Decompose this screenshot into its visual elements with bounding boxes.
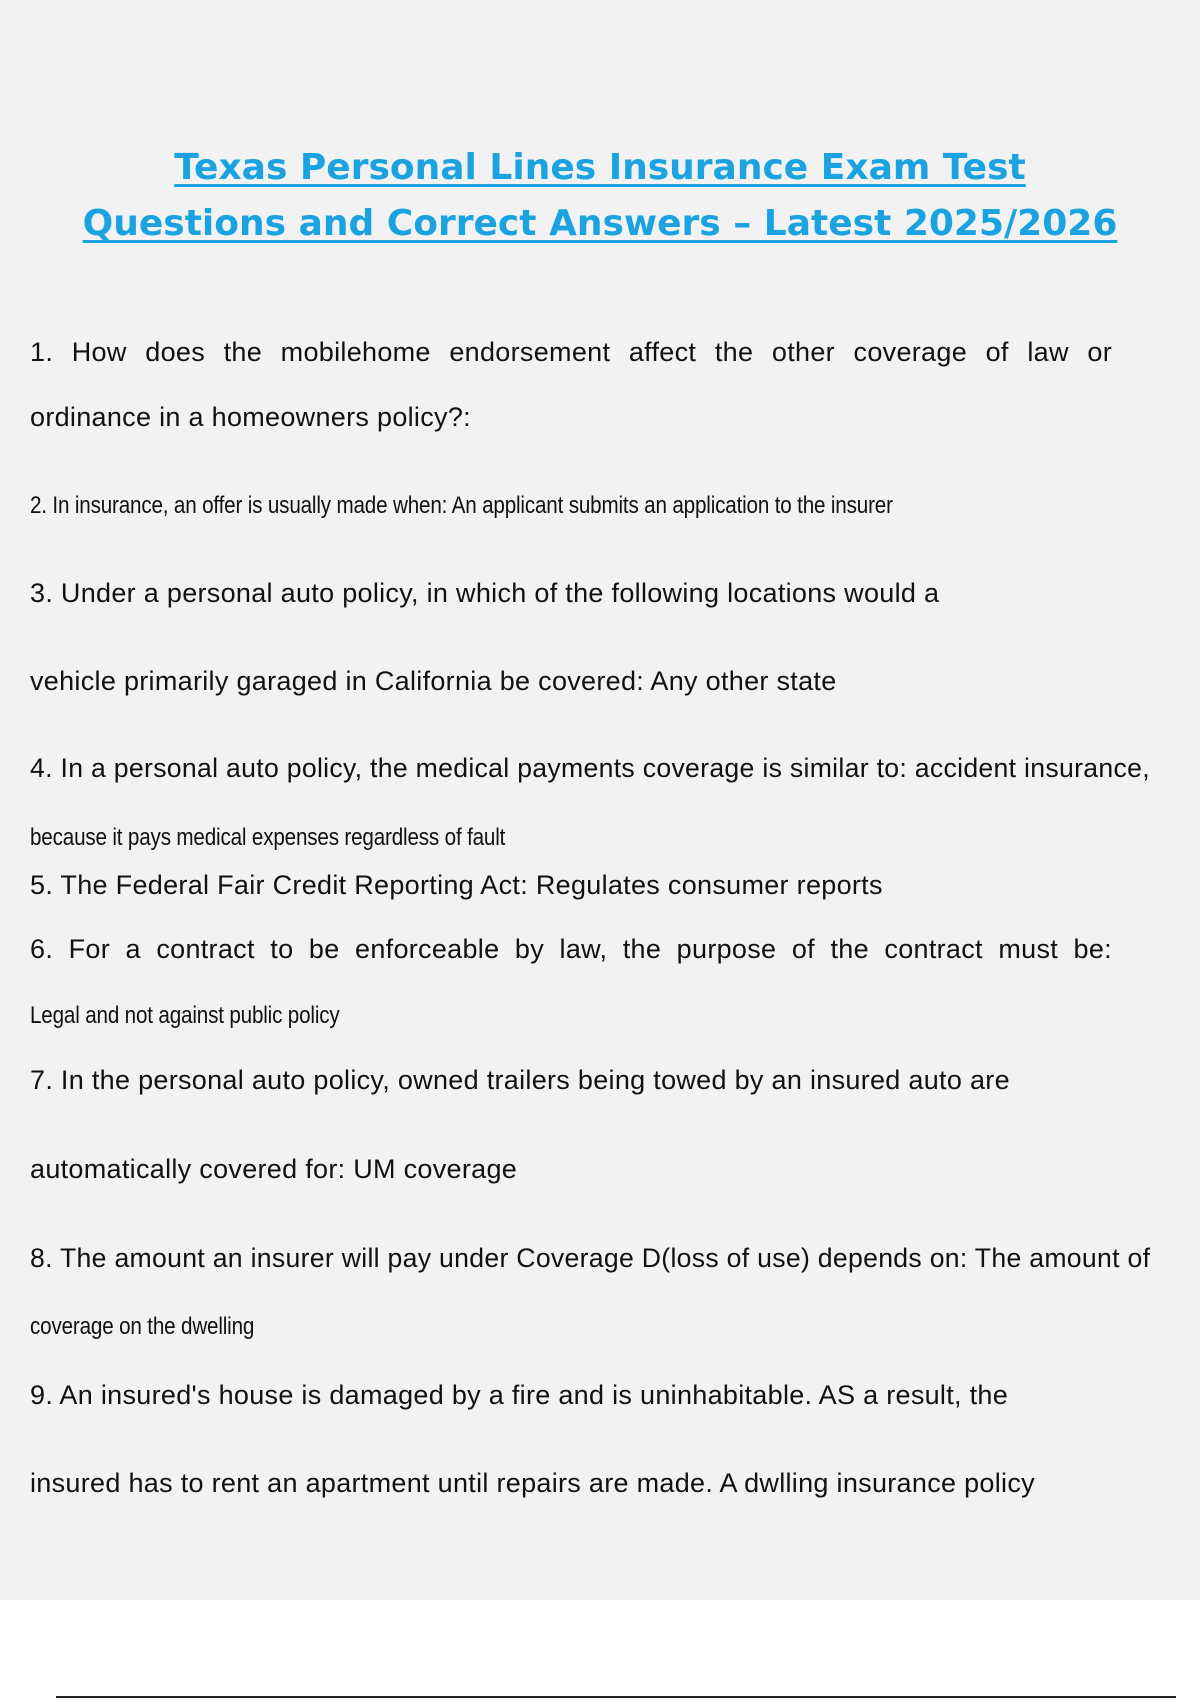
question-3-line-2: vehicle primarily garaged in California be covered: Any other state [30, 666, 837, 696]
question-7-line-1: 7. In the personal auto policy, owned trailers being towed by an insured auto are [30, 1065, 1010, 1095]
title-line-2: Questions and Correct Answers – Latest 2025/2026 [82, 203, 1118, 244]
question-1-line-1: 1. How does the mobilehome endorsement affect the other coverage of law or [30, 337, 1112, 367]
document-title [20, 140, 1180, 252]
question-9-line-2: insured has to rent an apartment until repairs are made. A dwlling insurance policy [30, 1468, 1035, 1498]
question-7-line-2: automatically covered for: UM coverage [30, 1154, 518, 1184]
question-2-line-1: 2. In insurance, an offer is usually made when: An applicant submits an application to the insurer [30, 492, 893, 519]
question-4-line-1: 4. In a personal auto policy, the medical payments coverage is similar to: accident insurance, [30, 753, 1150, 783]
question-6-line-2: Legal and not against public policy [30, 1002, 340, 1029]
question-4-line-2: because it pays medical expenses regardless of fault [30, 824, 506, 851]
title-line-1: Texas Personal Lines Insurance Exam Test [174, 147, 1026, 188]
bottom-divider [56, 1696, 1176, 1698]
question-8-line-2: coverage on the dwelling [30, 1313, 255, 1340]
question-3-line-1: 3. Under a personal auto policy, in which of the following locations would a [30, 578, 940, 608]
question-6-line-1: 6. For a contract to be enforceable by law, the purpose of the contract must be: [30, 934, 1112, 964]
question-9-line-1: 9. An insured's house is damaged by a fire and is uninhabitable. AS a result, the [30, 1380, 1009, 1410]
question-5-line-1: 5. The Federal Fair Credit Reporting Act: Regulates consumer reports [30, 870, 883, 900]
question-8-line-1: 8. The amount an insurer will pay under Coverage D(loss of use) depends on: The amount of [30, 1243, 1151, 1273]
question-1-line-2: ordinance in a homeowners policy?: [30, 402, 471, 432]
